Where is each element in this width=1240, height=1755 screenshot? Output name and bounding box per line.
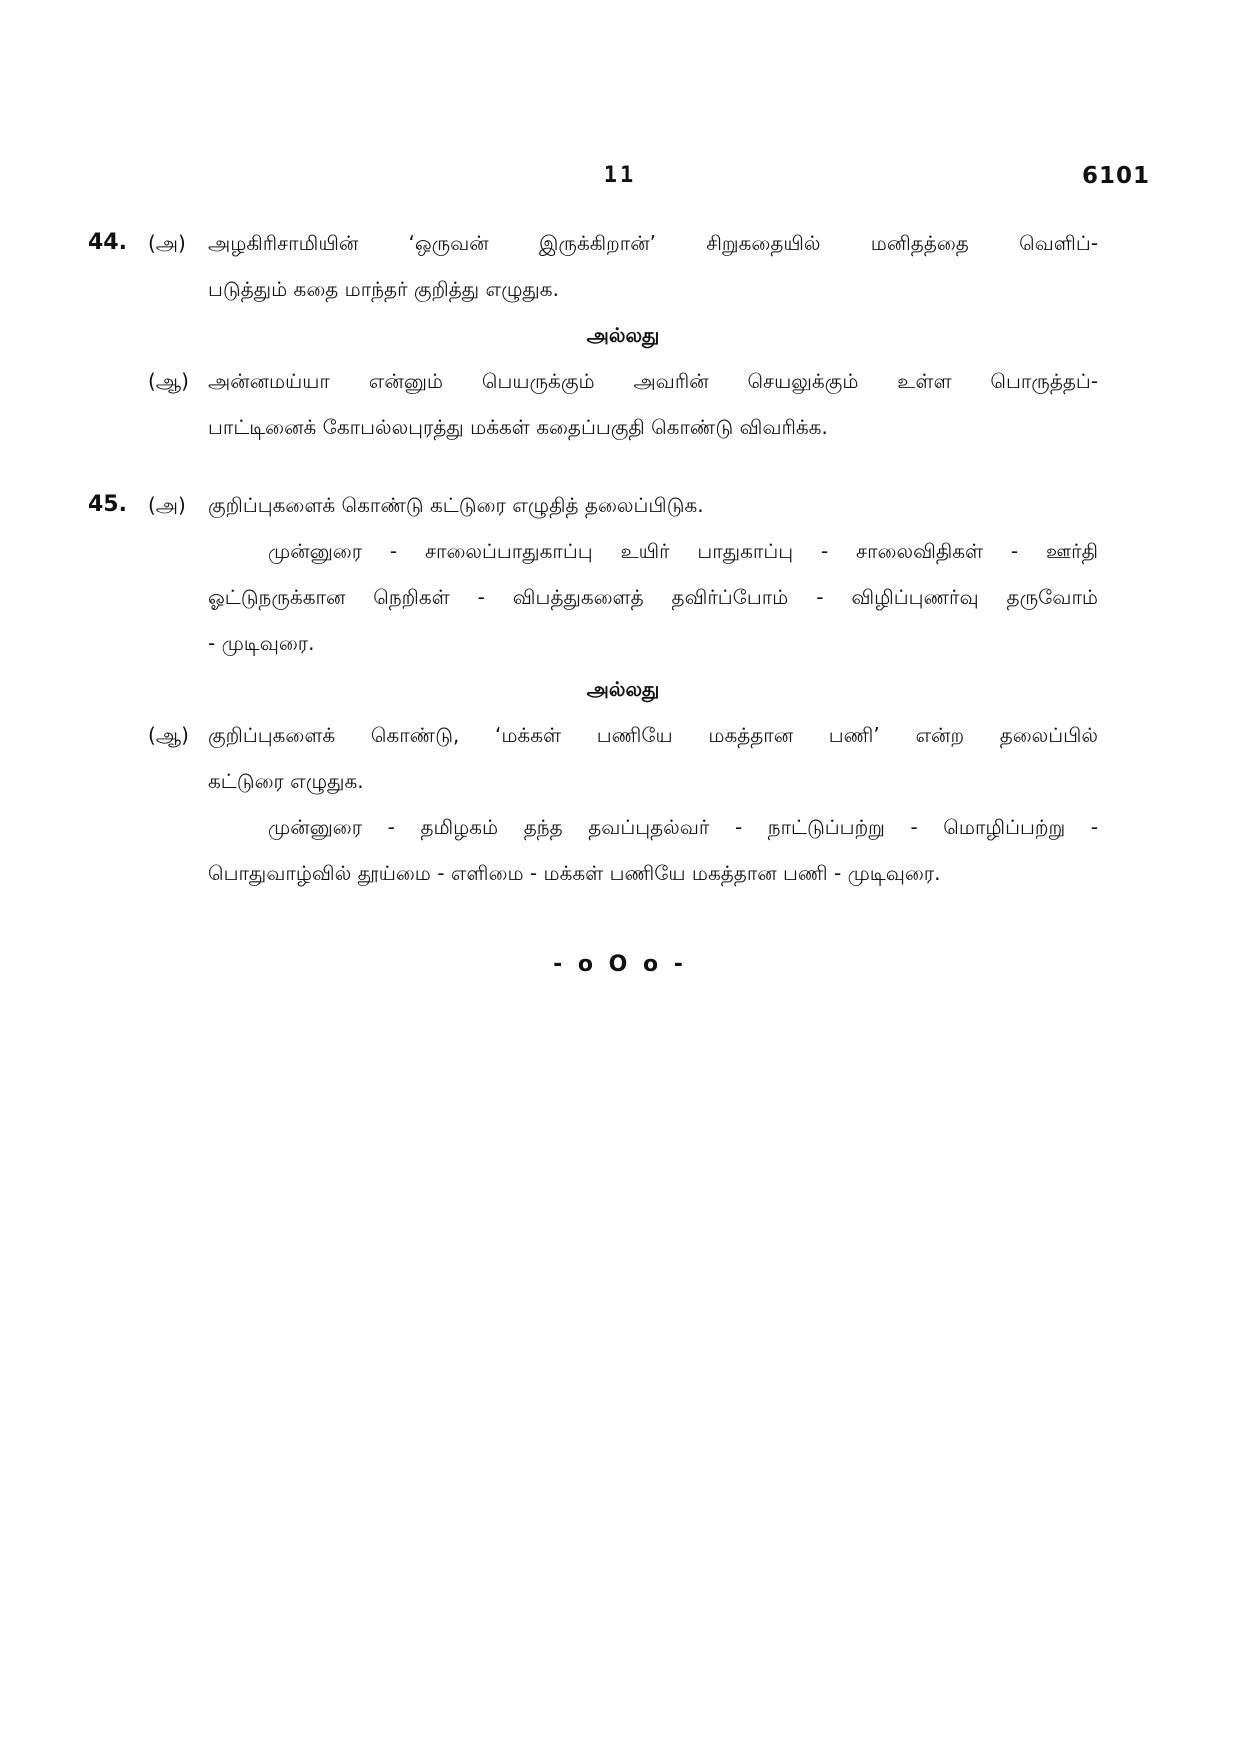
question-text-line: பாட்டினைக் கோபல்லபுரத்து மக்கள் கதைப்பகுதி கொண்டு விவரிக்க. (208, 415, 828, 439)
question-45-part-a (88, 490, 1098, 658)
question-45 (88, 490, 1098, 888)
paper-code: 6101 (1081, 163, 1150, 189)
question-text-line: குறிப்புகளைக் கொண்டு, ‘மக்கள் பணியே மகத்தான பணி’ என்ற தலைப்பில் (208, 723, 1098, 747)
hint-line: முன்னுரை - தமிழகம் தந்த தவப்புதல்வர் - நாட்டுப்பற்று - மொழிப்பற்று - (268, 815, 1098, 839)
hint-line: ஓட்டுநருக்கான நெறிகள் - விபத்துகளைத் தவிர்ப்போம் - விழிப்புணர்வு தருவோம் (208, 585, 1098, 609)
page-number: 11 (603, 163, 637, 188)
or-label: அல்லது (586, 323, 660, 347)
part-marker: (ஆ) (148, 723, 189, 747)
question-text-line: அழகிரிசாமியின் ‘ஒருவன் இருக்கிறான்’ சிறுகதையில் மனிதத்தை வெளிப்- (208, 231, 1098, 255)
question-text-line: படுத்தும் கதை மாந்தர் குறித்து எழுதுக. (208, 277, 559, 301)
end-of-paper-mark: - o O o - (553, 952, 687, 977)
question-45-part-b (88, 720, 1098, 888)
question-number: 45. (88, 492, 127, 517)
question-44 (88, 228, 1098, 442)
part-marker: (ஆ) (148, 369, 189, 393)
part-marker: (அ) (148, 493, 186, 517)
hint-line: - முடிவுரை. (208, 631, 315, 655)
question-text-line: அன்னமய்யா என்னும் பெயருக்கும் அவரின் செயலுக்கும் உள்ள பொருத்தப்- (208, 369, 1098, 393)
questions-section (88, 228, 1098, 888)
hint-line: பொதுவாழ்வில் தூய்மை - எளிமை - மக்கள் பணியே மகத்தான பணி - முடிவுரை. (208, 861, 941, 885)
question-text-line: குறிப்புகளைக் கொண்டு கட்டுரை எழுதித் தலைப்பிடுக. (208, 493, 704, 517)
question-44-part-a (88, 228, 1098, 304)
part-marker: (அ) (148, 231, 186, 255)
question-number: 44. (88, 230, 127, 255)
question-44-part-b (88, 366, 1098, 442)
or-label: அல்லது (586, 677, 660, 701)
hint-line: முன்னுரை - சாலைப்பாதுகாப்பு உயிர் பாதுகாப்பு - சாலைவிதிகள் - ஊர்தி (268, 539, 1098, 563)
question-text-line: கட்டுரை எழுதுக. (208, 769, 364, 793)
